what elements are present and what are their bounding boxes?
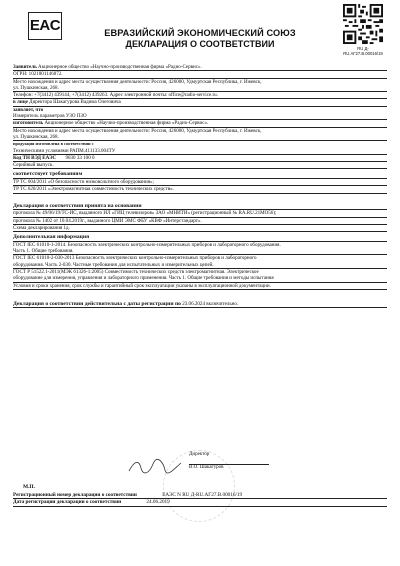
director-name: В.О. Шакагуров <box>189 464 269 471</box>
series-line: Серийный выпуск. <box>13 162 387 169</box>
basis-label: Декларация о соответствии принята на основании <box>13 203 387 211</box>
director-role: Директор <box>189 452 210 457</box>
additional-section <box>13 234 387 290</box>
additional-1b: Часть 1. Общие требования. <box>13 248 387 255</box>
validity-section <box>13 301 387 309</box>
tu-line: Техническими условиями РАПМ.411133.004ТУ <box>13 148 387 155</box>
applicant-section <box>13 64 387 169</box>
applicant-person: в лице Директора Шакагурова Вадима Олеговича <box>13 99 387 106</box>
qr-code-icon <box>343 4 383 44</box>
requirements-section <box>13 171 387 193</box>
additional-3: ГОСТ Р 51522.1-2011(МЭК 61326-1:2005) Совместимость технических средств электромагнитная. Электрическое <box>13 268 259 275</box>
maker-address-2: ул. Пушкинская, 268. <box>13 134 387 141</box>
registration-block <box>13 492 387 507</box>
eac-mark: EAC <box>28 12 62 40</box>
additional-3c: Условия и сроки хранения, срок службы и гарантийный срок эксплуатации указаны в эксплуатационной документации. <box>13 283 387 290</box>
basis-scheme: Схема декларирования 1д. <box>13 225 387 232</box>
qr-caption: RU Д-RU.АГ27.В.00016/19 <box>343 46 383 56</box>
signature-mark <box>125 458 185 476</box>
maker-address: Место нахождения и адрес места осуществления деятельности: Россия, 426000, Удмуртская Республика, г. Ижевск, <box>13 127 262 134</box>
director-block <box>189 452 269 471</box>
maker-line: изготовитель Акционерное общество «Научно-производственная фирма «Радио-Сервис». <box>13 120 387 127</box>
basis-protocol-2: протокола № 1402 от 10.04.2019г., выданного ЦМИ ЭМС ФБУ «КВФ «Интерстандарт». <box>13 218 387 225</box>
stamp-place: М.П. <box>23 484 35 490</box>
registration-number: Регистрационный номер декларации о соответствии ЕАЭС N RU Д-RU.АГ27.В.00016/19 <box>13 492 387 499</box>
applicant-address-2: ул. Пушкинская, 268. <box>13 85 387 92</box>
applicant-ogrn: ОГРН: 1021801146872. <box>13 71 387 78</box>
applicant-line: Заявитель Акционерное общество «Научно-производственная фирма «Радио-Сервис». <box>13 64 387 71</box>
signature-area <box>13 452 387 542</box>
registration-date: Дата регистрации декларации о соответствии 24.06.2019 <box>13 499 387 506</box>
requirement-1: ТР ТС 004/2011 «О безопасности низковольтного оборудования»; <box>13 179 387 186</box>
basis-protocol-1: протокола № 49/06/19/ТС-ИС, выданного ИЛ «ГИЦ телевизоров» ЗАО «МНИТИ» (регистрационный № RA.RU.21МО56); <box>13 210 387 217</box>
declares-label: заявляет, что <box>13 106 44 113</box>
applicant-address: Место нахождения и адрес места осуществления деятельности: Россия, 426000, Удмуртская Республика, г. Ижевск, <box>13 78 262 85</box>
additional-2b: оборудования. Часть 2-030. Частные требования для испытательных и измерительных цепей. <box>13 262 387 269</box>
requirement-2: ТР ТС 020/2011 «Электромагнитная совместимость технических средств». <box>13 186 387 193</box>
title-block <box>73 28 327 49</box>
document-header <box>13 0 387 64</box>
validity-line: Декларация о соответствии действительна с даты регистрации по 23.06.2024 включительно. <box>13 301 387 309</box>
product-name: Измеритель параметров УЗО ПЗО <box>13 113 387 120</box>
declaration-title: ДЕКЛАРАЦИЯ О СООТВЕТСТВИИ <box>125 39 275 49</box>
additional-label: Дополнительная информация <box>13 234 387 242</box>
additional-3b: оборудование для измерения, управления и лабораторного применения. Часть 1. Общие требования и методы испытания <box>13 275 387 282</box>
tnved-line: Код ТН ВЭД ЕАЭС 9030 33 100 0 <box>13 155 387 162</box>
produced-label: продукция изготовлена в соответствии с <box>13 141 94 147</box>
basis-section <box>13 203 387 232</box>
union-title: ЕВРАЗИЙСКИЙ ЭКОНОМИЧЕСКИЙ СОЮЗ <box>104 28 296 38</box>
additional-1: ГОСТ IEC 61010-1-2014. Безопасность электрических контрольно-измерительных приборов и лабораторного оборудования. <box>13 241 281 248</box>
requirements-label: соответствует требованиям <box>13 171 387 179</box>
additional-2: ГОСТ IEC 61010-2-030-2013 Безопасность электрических контрольно-измерительных приборов и лабораторного <box>13 255 257 262</box>
applicant-contacts: Телефон: +7(3412) 439144, +7(3412) 439263. Адрес электронной почты: office@radio-service.ru. <box>13 92 387 99</box>
